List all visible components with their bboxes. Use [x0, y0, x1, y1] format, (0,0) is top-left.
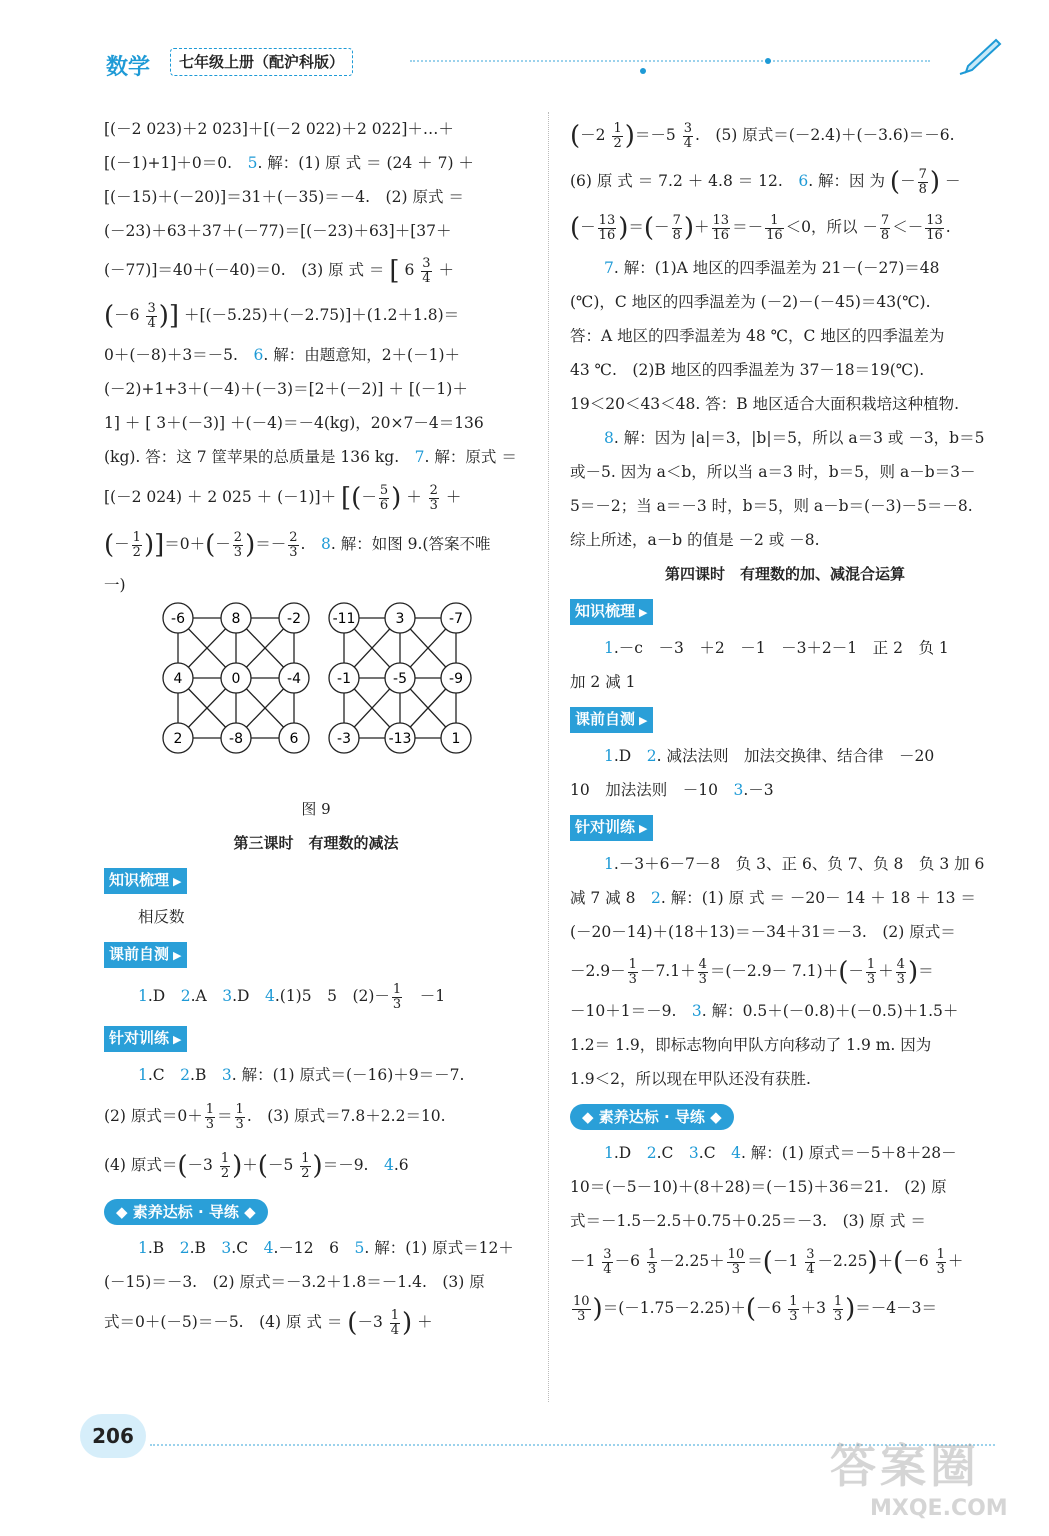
text-line: 5＝－2；当 a＝－3 时，b＝5，则 a－b＝(－3)－5＝－8.	[570, 497, 973, 515]
text-line: (kg). 答：这 7 筐苹果的总质量是 136 kg. 7. 解：原式 ＝	[104, 448, 517, 466]
subject-title: 数学	[106, 55, 151, 80]
text-line: 式＝0＋(－5)＝－5. (4) 原 式 ＝ (－3 $\frac{1}{4}$ ) ＋	[104, 1307, 433, 1338]
text-line: (℃)，C 地区的四季温差为 (－2)－(－45)＝43(℃).	[570, 293, 931, 311]
text-line: 1.9＜2，所以现在甲队还没有获胜.	[570, 1070, 811, 1088]
grid-node-value: -7	[449, 611, 463, 627]
figure-caption: 图 9	[301, 800, 331, 818]
text-line: (－6 $\frac{3}{4}$ )] ＋[(－5.25)＋(－2.75)]＋(1.2＋1.8)＝	[104, 300, 460, 331]
text-line: 1] ＋ [ 3＋(－3)] ＋(－4)＝－4(kg)，20×7－4＝136	[104, 414, 484, 432]
text-line: 1.B 2.B 3.C 4.－12 6 5. 解：(1) 原式＝12＋	[138, 1239, 514, 1257]
text-line: (－15)＝－3. (2) 原式＝－3.2＋1.8＝－1.4. (3) 原	[104, 1273, 485, 1291]
section4-title: 第四课时 有理数的加、减混合运算	[664, 565, 905, 583]
magic-grid-figure	[154, 602, 494, 782]
text-line: －1 $\frac{3}{4}$ －6 $\frac{1}{3}$ －2.25＋ $\frac{10}{3}$ ＝(－1 $\frac{3}{4}$ －2.25)＋(－6 $\frac{1}{3}$ ＋	[570, 1246, 964, 1277]
grid-node-value: -8	[229, 731, 243, 747]
watermark-logo: 答案圈 MXQE.COM	[830, 1439, 1008, 1521]
book-title	[170, 48, 353, 76]
zhishi-answer: 相反数	[138, 908, 185, 926]
text-line: (4) 原式＝(－3 $\frac{1}{2}$ )＋(－5 $\frac{1}{2}$ )＝－9. 4.6	[104, 1150, 409, 1181]
text-line: 1.D 2.A 3.D 4.(1)5 5 (2)－ $\frac{1}{3}$ －1	[138, 981, 446, 1012]
text-line: (－77)]＝40＋(－40)＝0. (3) 原 式 ＝ [ 6 $\frac{3}{4}$ ＋	[104, 255, 454, 286]
right-column	[570, 112, 1000, 1332]
text-line: －10＋1＝－9. 3. 解：0.5＋(－0.8)＋(－0.5)＋1.5＋	[570, 1002, 959, 1020]
text-line: 1.C 2.B 3. 解：(1) 原式＝(－16)＋9＝－7.	[138, 1066, 465, 1084]
tag-zhishi-shuli: 知识梳理 ▶	[104, 868, 187, 894]
text-line: [(－2 023)＋2 023]＋[(－2 022)＋2 022]＋…＋	[104, 120, 454, 138]
text-line: (－ $\frac{13}{16}$ )＝(－ $\frac{7}{8}$ )＋ $\frac{13}{16}$ ＝－ $\frac{1}{16}$ ＜0，所以 － $\frac{7}{8}$ ＜－ $\frac{13}{16}$ .	[570, 212, 951, 243]
text-line: $\frac{10}{3}$ )＝(－1.75－2.25)＋(－6 $\frac{1}{3}$ ＋3 $\frac{1}{3}$ )＝－4－3＝	[573, 1293, 938, 1324]
text-line: 一)	[104, 576, 126, 594]
text-line: 8. 解：因为 |a|＝3，|b|＝5，所以 a＝3 或 －3，b＝5	[604, 429, 985, 447]
page-number: 206	[80, 1414, 146, 1458]
text-line: (－2 $\frac{1}{2}$ )＝－5 $\frac{3}{4}$ . (5) 原式＝(－2.4)＋(－3.6)＝－6.	[570, 120, 955, 151]
header-dot	[765, 58, 771, 64]
text-line: 43 ℃. (2)B 地区的四季温差为 37－18＝19(℃).	[570, 361, 925, 379]
tag-zhishi-shuli: 知识梳理 ▶	[570, 599, 653, 625]
grid-node-value: -4	[287, 671, 301, 687]
text-line: 加 2 减 1	[570, 673, 636, 691]
grade-label: 七年级上册	[179, 53, 255, 71]
grid-node-value: -1	[337, 671, 351, 687]
text-line: 1.D 2.C 3.C 4. 解：(1) 原式＝－5＋8＋28－	[604, 1144, 957, 1162]
text-line: (2) 原式＝0＋ $\frac{1}{3}$ ＝ $\frac{1}{3}$ . (3) 原式＝7.8＋2.2＝10.	[104, 1101, 446, 1132]
tag-keqian-zice: 课前自测 ▶	[104, 942, 187, 968]
text-line: 10 加法法则 －10 3.－3	[570, 781, 774, 799]
text-line: 7. 解：(1)A 地区的四季温差为 21－(－27)＝48	[604, 259, 940, 277]
text-line: (－23)＋63＋37＋(－77)＝[(－23)＋63]＋[37＋	[104, 222, 452, 240]
pen-icon	[958, 36, 1002, 76]
section3-title: 第三课时 有理数的减法	[233, 834, 399, 852]
text-line: 10＝(－5－10)＋(8＋28)＝(－15)＋36＝21. (2) 原	[570, 1178, 947, 1196]
grid-node-value: 3	[395, 611, 405, 627]
text-line: 或－5. 因为 a＜b，所以当 a＝3 时，b＝5，则 a－b＝3－	[570, 463, 976, 481]
text-line: －2.9－ $\frac{1}{3}$ －7.1＋ $\frac{4}{3}$ ＝(－2.9－ 7.1)＋(－ $\frac{1}{3}$ ＋ $\frac{4}{3}$ )＝	[570, 956, 934, 987]
text-line: (－20－14)＋(18＋13)＝－34＋31＝－3. (2) 原式＝	[570, 923, 956, 941]
text-line: 19＜20＜43＜48. 答：B 地区适合大面积栽培这种植物.	[570, 395, 959, 413]
text-line: 0＋(－8)＋3＝－5. 6. 解：由题意知，2＋(－1)＋	[104, 346, 461, 364]
header-rule	[410, 60, 930, 62]
grid-node-value: 8	[231, 611, 241, 627]
figure-9	[104, 602, 528, 792]
grid-node-value: 2	[173, 731, 183, 747]
column-divider	[548, 112, 549, 1402]
text-line: [(－2 024) ＋ 2 025 ＋ (－1)]＋ [(－ $\frac{5}{6}$ ) ＋ $\frac{2}{3}$ ＋	[104, 482, 462, 513]
grid-node-value: 4	[173, 671, 183, 687]
grid-node-value: -13	[388, 731, 412, 747]
grid-node-value: -5	[393, 671, 407, 687]
tag-suyang-dabiao: ◆ 素养达标 · 导练 ◆	[570, 1104, 734, 1130]
text-line: (－2)+1+3＋(－4)＋(－3)＝[2＋(－2)] ＋ [(－1)＋	[104, 380, 468, 398]
text-line: 1.－c －3 ＋2 －1 －3＋2－1 正 2 负 1	[604, 639, 949, 657]
text-line: 式＝－1.5－2.5＋0.75＋0.25＝－3. (3) 原 式 ＝	[570, 1212, 926, 1230]
left-column	[104, 112, 528, 1346]
grid-node-value: -2	[287, 611, 301, 627]
grid-node-value: -11	[332, 611, 356, 627]
text-line: (－ $\frac{1}{2}$ )]＝0＋(－ $\frac{2}{3}$ )＝－ $\frac{2}{3}$ . 8. 解：如图 9.(答案不唯	[104, 529, 491, 560]
grid-node-value: -6	[171, 611, 185, 627]
text-line: [(－1)+1]＋0＝0. 5. 解：(1) 原 式 ＝ (24 ＋ 7) ＋	[104, 154, 474, 172]
tag-keqian-zice: 课前自测 ▶	[570, 707, 653, 733]
text-line: [(－15)＋(－20)]＝31＋(－35)＝－4. (2) 原式 ＝	[104, 188, 464, 206]
text-line: 1.－3＋6－7－8 负 3、正 6、负 7、负 8 负 3 加 6	[604, 855, 985, 873]
text-line: 答：A 地区的四季温差为 48 ℃，C 地区的四季温差为	[570, 327, 945, 345]
tag-suyang-dabiao: ◆ 素养达标 · 导练 ◆	[104, 1199, 268, 1225]
header-dot	[640, 68, 646, 74]
edition-label: （配沪科版）	[254, 53, 345, 71]
grid-node-value: 6	[289, 731, 299, 747]
text-line: 1.2＝ 1.9，即标志物向甲队方向移动了 1.9 m. 因为	[570, 1036, 932, 1054]
tag-zhendui-xunlian: 针对训练 ▶	[570, 815, 653, 841]
tag-zhendui-xunlian: 针对训练 ▶	[104, 1026, 187, 1052]
text-line: 综上所述，a－b 的值是 －2 或 －8.	[570, 531, 820, 549]
text-line: 减 7 减 8 2. 解：(1) 原 式 ＝ －20－ 14 ＋ 18 ＋ 13 ＝	[570, 889, 976, 907]
grid-node-value: -9	[449, 671, 463, 687]
grid-node-value: 0	[231, 671, 241, 687]
grid-node-value: 1	[451, 731, 461, 747]
text-line: (6) 原 式 ＝ 7.2 ＋ 4.8 ＝ 12. 6. 解：因 为 (－ $\frac{7}{8}$ ) －	[570, 166, 961, 197]
grid-node-value: -3	[337, 731, 351, 747]
text-line: 1.D 2. 减法法则 加法交换律、结合律 －20	[604, 747, 935, 765]
